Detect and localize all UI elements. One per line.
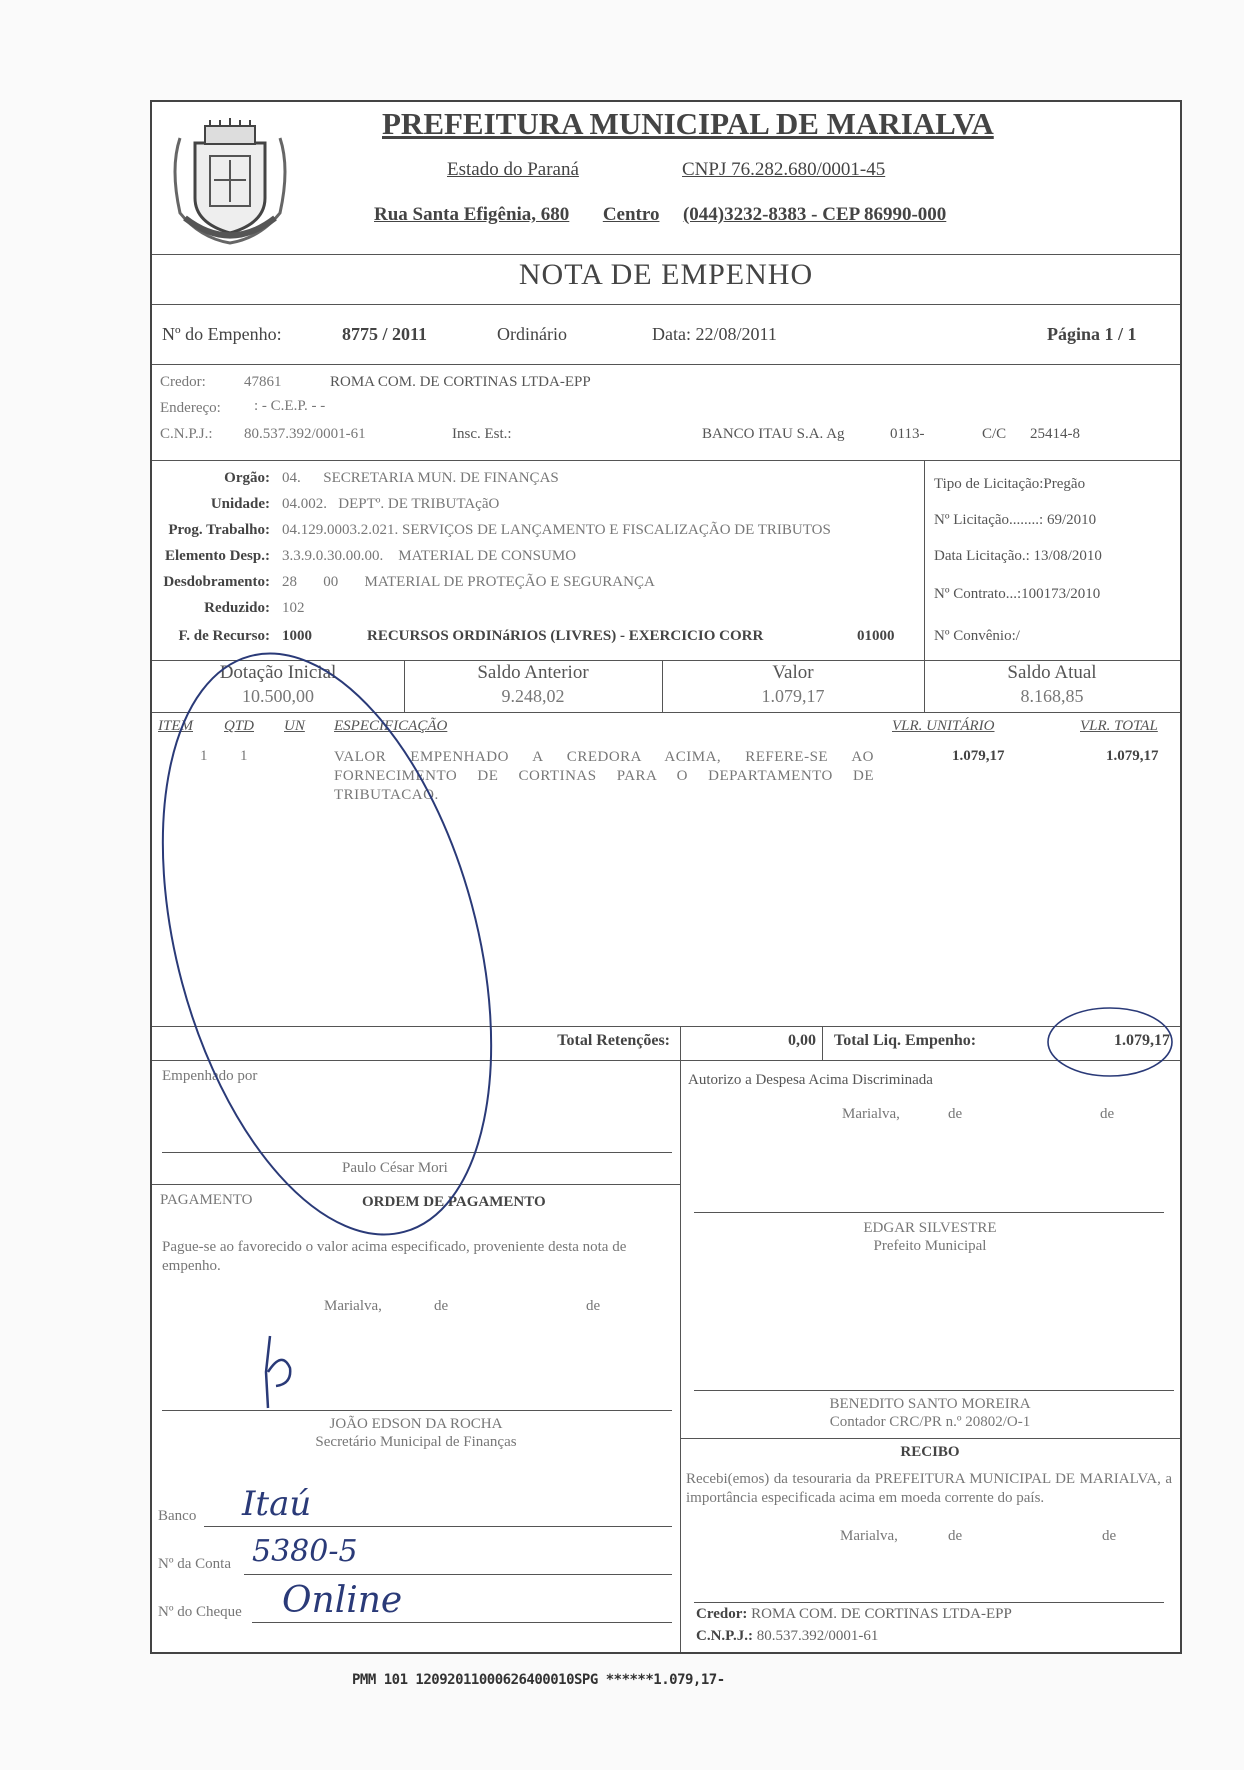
empenho-date-label: Data: <box>652 324 691 344</box>
cnpj-label: C.N.P.J.: <box>160 426 213 442</box>
dotacao-value: 10.500,00 <box>242 686 314 706</box>
dotacao-label: Dotação Inicial <box>219 662 337 683</box>
prog-value: 04.129.0003.2.021. SERVIÇOS DE LANÇAMENTO E FISCALIZAÇÃO DE TRIBUTOS <box>282 522 831 538</box>
recibo-text: Recebi(emos) da tesouraria da PREFEITURA MUNICIPAL DE MARIALVA, a importância especificada acima em moeda corrente do país. <box>686 1471 1172 1506</box>
prog-label: Prog. Trabalho: <box>168 522 270 538</box>
autorizo-de1: de <box>948 1106 963 1122</box>
recibo-credor: ROMA COM. DE CORTINAS LTDA-EPP <box>751 1606 1012 1622</box>
cheque-handwritten: Online <box>282 1580 403 1621</box>
header-cnpj: CNPJ 76.282.680/0001-45 <box>682 159 886 180</box>
saldo-atual-value: 8.168,85 <box>1020 686 1084 706</box>
retencoes-label: Total Retenções: <box>557 1032 670 1049</box>
recurso-number: 01000 <box>857 628 895 644</box>
elemento-label: Elemento Desp.: <box>165 548 270 564</box>
empenho-label: Nº do Empenho: <box>162 324 282 344</box>
saldo-anterior-value: 9.248,02 <box>501 686 565 706</box>
cc-label: C/C <box>982 426 1007 442</box>
col-especificacao: ESPECIFICAÇÃO <box>334 718 448 734</box>
valor-value: 1.079,17 <box>761 686 825 706</box>
recibo-cnpj-label: C.N.P.J.: <box>696 1628 753 1644</box>
footer-code: PMM 101 12092011000626400010SPG ******1.079,17- <box>352 1672 725 1688</box>
recibo-place: Marialva, <box>840 1528 898 1544</box>
col-vlr-total: VLR. TOTAL <box>1080 718 1158 734</box>
saldo-atual-label: Saldo Atual <box>1007 662 1097 683</box>
col-item: ITEM <box>158 718 193 734</box>
coat-of-arms-icon <box>160 118 300 248</box>
col-vlr-unitario: VLR. UNITÁRIO <box>892 718 995 734</box>
insc-label: Insc. Est.: <box>452 426 512 442</box>
conta-label: Nº da Conta <box>158 1556 231 1572</box>
item-spec: VALOR EMPENHADO A CREDORA ACIMA, REFERE-SE AO FORNECIMENTO DE CORTINAS PARA O DEPARTAMENTO DE TRIBUTACAO. <box>334 749 874 803</box>
item-number: 1 <box>200 748 208 764</box>
ordem-pagamento-title: ORDEM DE PAGAMENTO <box>362 1194 546 1210</box>
valor-label: Valor <box>772 662 814 683</box>
page-number: 1 / 1 <box>1104 324 1137 344</box>
recibo-credor-label: Credor: <box>696 1606 748 1622</box>
header-address: Rua Santa Efigênia, 680 <box>374 204 570 225</box>
retencoes-value: 0,00 <box>788 1032 816 1049</box>
empenho-date: 22/08/2011 <box>695 324 777 344</box>
pagamento-text: Pague-se ao favorecido o valor acima especificado, proveniente desta nota de empenho. <box>162 1239 627 1274</box>
item-qtd: 1 <box>240 748 248 764</box>
autorizo-place: Marialva, <box>842 1106 900 1122</box>
prefeito-name: EDGAR SILVESTRE <box>863 1220 997 1236</box>
liq-empenho-value: 1.079,17 <box>1114 1032 1170 1049</box>
header-title: PREFEITURA MUNICIPAL DE MARIALVA <box>382 106 994 141</box>
recurso-label: F. de Recurso: <box>178 628 270 644</box>
credor-code: 47861 <box>244 374 282 390</box>
recibo-cnpj: 80.537.392/0001-61 <box>756 1628 879 1644</box>
empenho-number: 8775 / 2011 <box>342 324 428 344</box>
contador-name: BENEDITO SANTO MOREIRA <box>829 1396 1031 1412</box>
credor-label: Credor: <box>160 374 206 390</box>
item-total-value: 1.079,17 <box>1106 748 1159 764</box>
endereco-value: : - C.E.P. - - <box>254 398 326 414</box>
autorizo-label: Autorizo a Despesa Acima Discriminada <box>688 1072 933 1088</box>
col-un: UN <box>284 718 305 734</box>
contador-role: Contador CRC/PR n.º 20802/O-1 <box>829 1414 1031 1430</box>
empenho-type: Ordinário <box>497 324 567 344</box>
bank-agency: 0113- <box>890 426 925 442</box>
pagamento-de2: de <box>586 1298 601 1314</box>
banco-label: Banco <box>158 1508 197 1524</box>
endereco-label: Endereço: <box>160 400 221 416</box>
tipo-licitacao: Tipo de Licitação:Pregão <box>934 476 1086 492</box>
pagamento-label: PAGAMENTO <box>160 1192 253 1208</box>
reduzido-value: 102 <box>282 600 305 616</box>
signature-mark <box>252 1332 312 1412</box>
header-state: Estado do Paraná <box>447 159 579 180</box>
recibo-de1: de <box>948 1528 963 1544</box>
prefeito-role: Prefeito Municipal <box>873 1238 987 1254</box>
numero-convenio: Nº Convênio:/ <box>934 628 1020 644</box>
cc-number: 25414-8 <box>1030 426 1080 442</box>
doc-title: NOTA DE EMPENHO <box>518 258 814 291</box>
cheque-label: Nº do Cheque <box>158 1604 242 1620</box>
recurso-code: 1000 <box>282 628 312 644</box>
pagamento-de1: de <box>434 1298 449 1314</box>
empenhado-por-label: Empenhado por <box>162 1068 258 1084</box>
unidade-label: Unidade: <box>210 496 270 512</box>
data-licitacao: Data Licitação.: 13/08/2010 <box>934 548 1102 564</box>
secretario-name: JOÃO EDSON DA ROCHA <box>329 1416 503 1432</box>
desdobramento-value: 28 00 MATERIAL DE PROTEÇÃO E SEGURANÇA <box>282 574 655 590</box>
saldo-anterior-label: Saldo Anterior <box>477 662 589 683</box>
bank-name: BANCO ITAU S.A. Ag <box>702 426 845 442</box>
orgao-value: 04. SECRETARIA MUN. DE FINANÇAS <box>282 470 559 486</box>
recurso-desc: RECURSOS ORDINáRIOS (LIVRES) - EXERCICIO CORR <box>367 628 764 644</box>
autorizo-de2: de <box>1100 1106 1115 1122</box>
header-district: Centro <box>602 204 660 225</box>
unidade-value: 04.002. DEPTº. DE TRIBUTAçãO <box>282 496 500 512</box>
page-label: Página <box>1047 324 1101 344</box>
desdobramento-label: Desdobramento: <box>163 574 270 590</box>
pagamento-place: Marialva, <box>324 1298 382 1314</box>
col-qtd: QTD <box>224 718 255 734</box>
numero-licitacao: Nº Licitação........: 69/2010 <box>934 512 1097 528</box>
recibo-title: RECIBO <box>900 1444 960 1460</box>
credor-cnpj: 80.537.392/0001-61 <box>244 426 366 442</box>
recibo-de2: de <box>1102 1528 1117 1544</box>
nota-de-empenho-document <box>150 100 1182 1654</box>
orgao-label: Orgão: <box>224 470 270 486</box>
item-unit-value: 1.079,17 <box>952 748 1005 764</box>
credor-name: ROMA COM. DE CORTINAS LTDA-EPP <box>330 374 591 390</box>
liq-empenho-label: Total Liq. Empenho: <box>834 1032 977 1049</box>
conta-handwritten: 5380-5 <box>252 1534 358 1569</box>
banco-handwritten: Itaú <box>242 1484 312 1524</box>
elemento-value: 3.3.9.0.30.00.00. MATERIAL DE CONSUMO <box>282 548 577 564</box>
numero-contrato: Nº Contrato...:100173/2010 <box>934 586 1101 602</box>
header-phone-cep: (044)3232-8383 - CEP 86990-000 <box>682 204 947 225</box>
reduzido-label: Reduzido: <box>204 600 270 616</box>
secretario-role: Secretário Municipal de Finanças <box>315 1434 517 1450</box>
empenhado-name: Paulo César Mori <box>342 1160 448 1176</box>
